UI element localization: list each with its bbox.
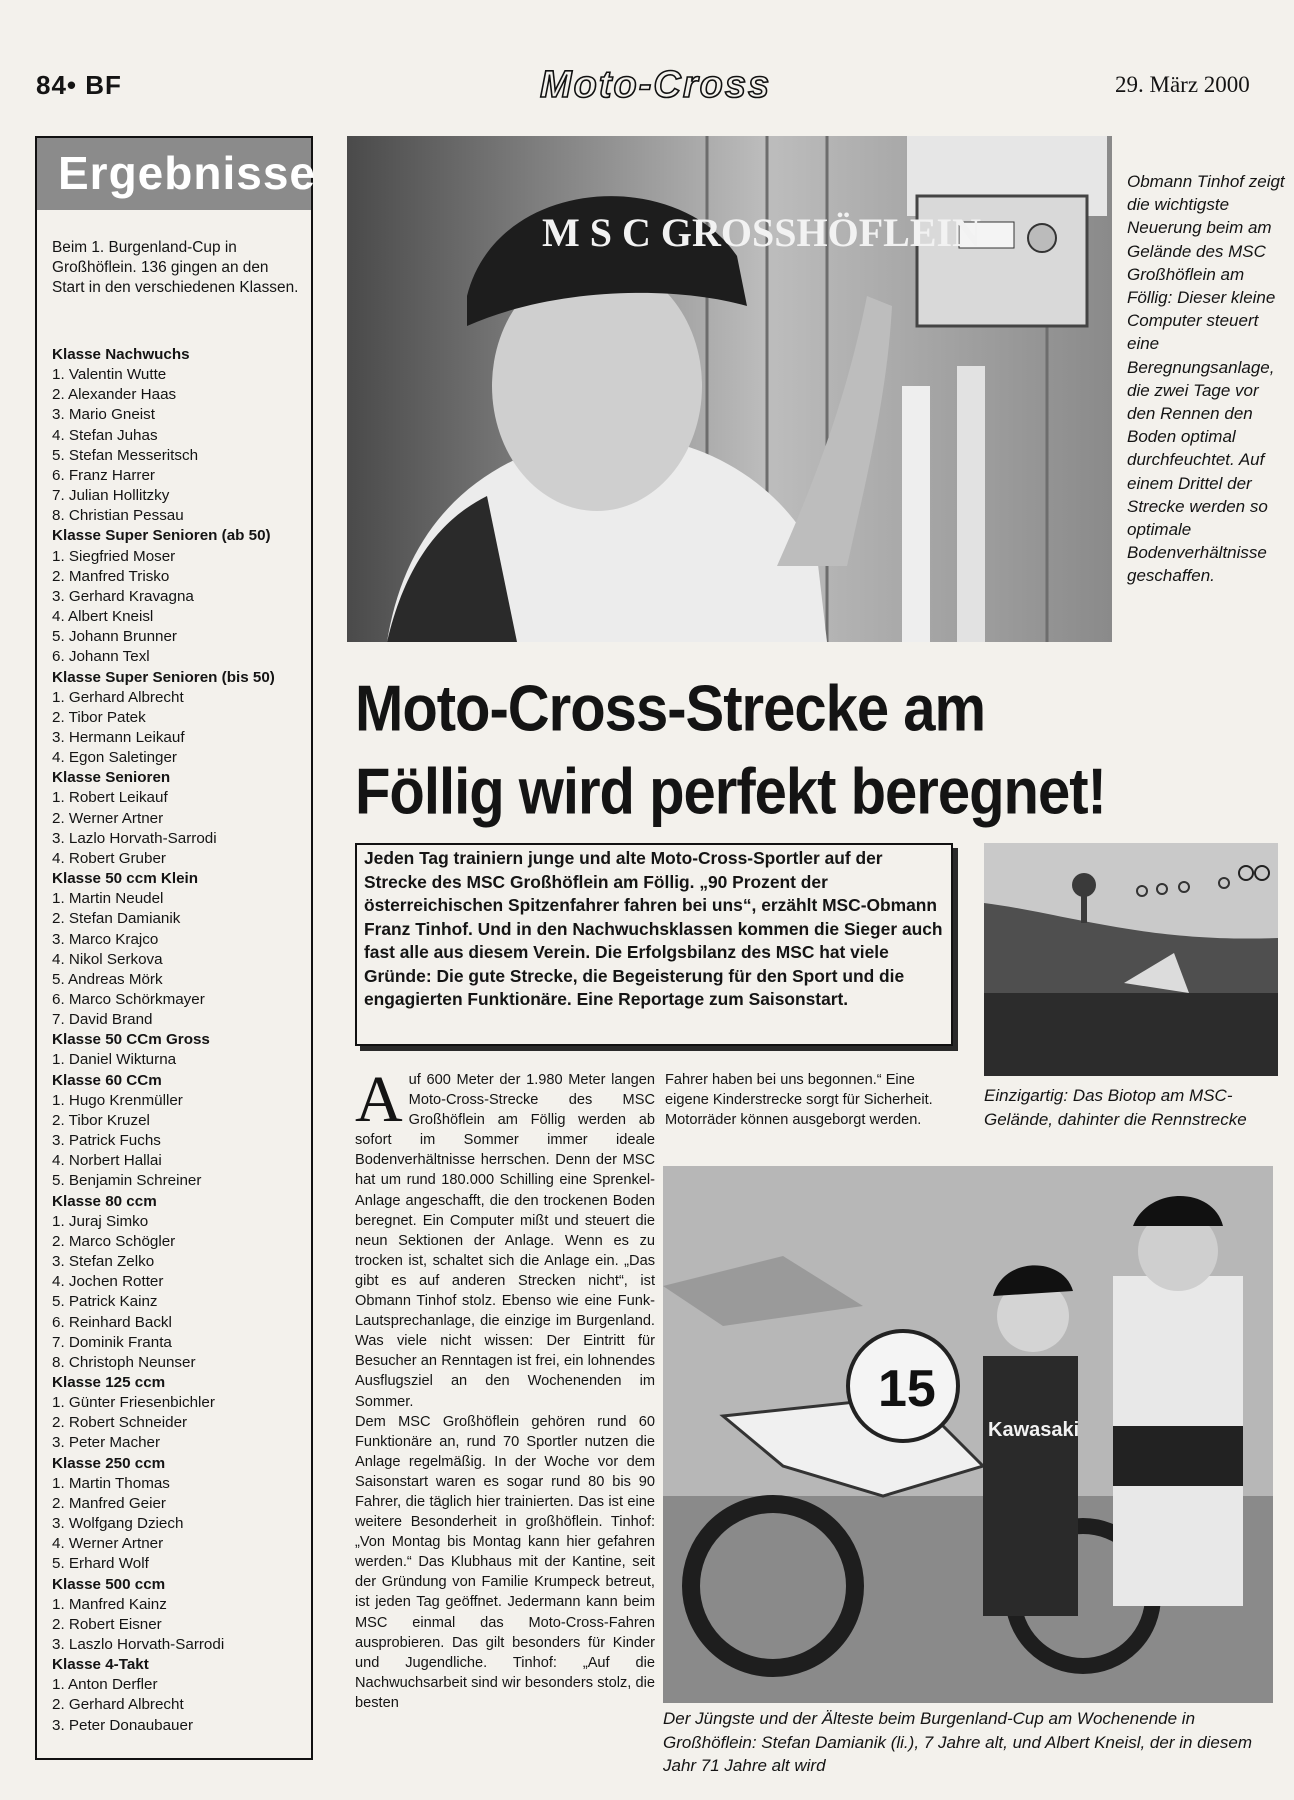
photo-biotop-caption: Einzigartig: Das Biotop am MSC-Gelände, dahinter die Rennstrecke <box>984 1086 1247 1129</box>
results-entry: 3. Peter Donaubauer <box>52 1716 194 1734</box>
results-entry: 2. Robert Schneider <box>52 1414 188 1432</box>
results-entry: 2. Werner Artner <box>52 809 164 827</box>
article-headline <box>355 668 1285 834</box>
results-entry: 1. Juraj Simko <box>52 1212 149 1230</box>
photo-riders <box>663 1166 1273 1703</box>
results-entry: 4. Jochen Rotter <box>52 1273 164 1291</box>
results-entry: 5. Erhard Wolf <box>52 1555 149 1573</box>
results-entry: 2. Marco Schögler <box>52 1232 176 1250</box>
photo-biotop <box>984 843 1278 1076</box>
results-entry: 6. Franz Harrer <box>52 466 155 484</box>
results-entry: 1. Anton Derfler <box>52 1676 158 1694</box>
results-entry: 1. Hugo Krenmüller <box>52 1091 183 1109</box>
results-entry: 6. Johann Texl <box>52 648 150 666</box>
body-paragraph-1: uf 600 Meter der 1.980 Meter langen Moto-Cross-Strecke des MSC Großhöflein am Föllig werden ab sofort im Sommer immer ideale Bodenverhältnisse herrschen. Denn der MSC hat um rund 180.000 Schilling eine Sprenkel-Anlage angeschafft, die den trockenen Boden beregnet. Ein Computer mißt und steuert die neun Sektionen der Anlage. Wenn es zu trocken ist, schaltet sich die Anlage ein. „Das gibt es auf anderen Strecken nicht“, ist Obmann Tinhof stolz. Ebenso wie eine Funk-Lautsprechanlage, die einzige im Burgenland. Was viele nicht wissen: Der Eintritt für Besucher an Renntagen ist frei, ein lohnendes Ausflugsziel an den Wochenenden im Sommer. <box>355 1072 655 1410</box>
results-entry: 3. Gerhard Kravagna <box>52 587 194 605</box>
results-entry: 4. Albert Kneisl <box>52 608 154 626</box>
cap-logo: M S C GROSSHÖFLEIN <box>542 210 981 255</box>
results-entry: 2. Stefan Damianik <box>52 910 181 928</box>
results-entry: 1. Günter Friesenbichler <box>52 1394 215 1412</box>
results-entry: 4. Egon Saletinger <box>52 749 177 767</box>
results-entry: 4. Nikol Serkova <box>52 950 163 968</box>
results-entry: 7. Dominik Franta <box>52 1333 172 1351</box>
results-entry: 2. Manfred Geier <box>52 1494 166 1512</box>
results-class-heading: Klasse 50 CCm Gross <box>52 1031 210 1049</box>
results-entry: 2. Tibor Patek <box>52 708 146 726</box>
results-entry: 3. Patrick Fuchs <box>52 1132 161 1150</box>
headline-line-2: Föllig wird perfekt beregnet! <box>355 755 1106 829</box>
results-class-heading: Klasse 80 ccm <box>52 1192 157 1210</box>
issue-date: 29. März 2000 <box>1115 72 1250 97</box>
results-entry: 4. Werner Artner <box>52 1535 164 1553</box>
results-entry: 1. Martin Neudel <box>52 890 164 908</box>
results-entry: 5. Patrick Kainz <box>52 1293 158 1311</box>
results-class-heading: Klasse Senioren <box>52 769 171 787</box>
results-entry: 3. Wolfgang Dziech <box>52 1515 184 1533</box>
article-body-column-1 <box>355 1063 655 1713</box>
section-title: Moto-Cross <box>540 64 772 106</box>
results-entry: 2. Alexander Haas <box>52 386 177 404</box>
lead-text: Jeden Tag trainiern junge und alte Moto-Cross-Sportler auf der Strecke des MSC Großhöflein am Föllig. „90 Prozent der österreichischen Spitzenfahrer fahren bei uns“, erzählt MSC-Obmann Franz Tinhof. Und in den Nachwuchsklassen kommen die Sieger auch fast alle aus diesem Verein. Die Erfolgsbilanz des MSC hat viele Gründe: Die gute Strecke, die Begeisterung für den Sport und die engagierten Funktionäre. Eine Reportage zum Saisonstart. <box>364 848 943 1009</box>
results-title: Ergebnisse <box>58 147 316 199</box>
results-entry: 3. Peter Macher <box>52 1434 161 1452</box>
results-entry: 1. Siegfried Moser <box>52 547 176 565</box>
results-entry: 3. Stefan Zelko <box>52 1253 155 1271</box>
results-class-heading: Klasse Super Senioren (ab 50) <box>52 527 271 545</box>
results-entry: 2. Robert Eisner <box>52 1615 162 1633</box>
results-entry: 2. Gerhard Albrecht <box>52 1696 184 1714</box>
results-class-heading: Klasse 500 ccm <box>52 1575 166 1593</box>
results-entry: 7. Julian Hollitzky <box>52 487 170 505</box>
results-entry: 5. Stefan Messeritsch <box>52 446 199 464</box>
results-class-heading: Klasse 250 ccm <box>52 1454 166 1472</box>
results-entry: 1. Manfred Kainz <box>52 1595 167 1613</box>
results-entry: 5. Andreas Mörk <box>52 970 163 988</box>
drop-cap: A <box>355 1063 403 1136</box>
results-entry: 5. Benjamin Schreiner <box>52 1172 202 1190</box>
results-list <box>52 345 302 1736</box>
results-entry: 2. Tibor Kruzel <box>52 1111 150 1129</box>
photo-riders-caption: Der Jüngste und der Älteste beim Burgenland-Cup am Wochenende in Großhöflein: Stefan Damianik (li.), 7 Jahre alt, und Albert Kneisl, der in diesem Jahr 71 Jahre alt wird <box>663 1709 1252 1775</box>
results-entry: 8. Christoph Neunser <box>52 1353 196 1371</box>
article-body-column-2: Fahrer haben bei uns begonnen.“ Eine eigene Kinderstrecke sorgt für Sicherheit. Motorräder können ausgeborgt werden. <box>665 1072 933 1129</box>
results-entry: 4. Robert Gruber <box>52 849 166 867</box>
results-class-heading: Klasse 125 ccm <box>52 1373 166 1391</box>
results-entry: 6. Reinhard Backl <box>52 1313 172 1331</box>
page-number: 84• BF <box>36 70 122 100</box>
results-class-heading: Klasse 4-Takt <box>52 1656 149 1674</box>
results-entry: 1. Robert Leikauf <box>52 789 168 807</box>
results-entry: 2. Manfred Trisko <box>52 567 170 585</box>
results-entry: 1. Valentin Wutte <box>52 366 167 384</box>
results-entry: 3. Mario Gneist <box>52 406 155 424</box>
results-entry: 3. Lazlo Horvath-Sarrodi <box>52 829 217 847</box>
bike-brand: Kawasaki <box>988 1419 1080 1441</box>
bike-number: 15 <box>878 1360 936 1418</box>
results-class-heading: Klasse 60 CCm <box>52 1071 162 1089</box>
results-entry: 5. Johann Brunner <box>52 628 177 646</box>
results-entry: 1. Martin Thomas <box>52 1474 170 1492</box>
headline-line-1: Moto-Cross-Strecke am <box>355 672 986 746</box>
results-class-heading: Klasse Super Senioren (bis 50) <box>52 668 275 686</box>
results-entry: 1. Gerhard Albrecht <box>52 688 184 706</box>
photo-obmann-caption: Obmann Tinhof zeigt die wichtigste Neuerung beim am Gelände des MSC Großhöflein am Föllig: Dieser kleine Computer steuert eine Beregnungsanlage, die zwei Tage vor den Rennen den Boden optimal durchfeuchtet. Auf einem Drittel der Strecke werden so optimale Bodenverhältnisse geschaffen. <box>1127 172 1285 586</box>
photo-obmann <box>347 136 1112 642</box>
results-entry: 4. Norbert Hallai <box>52 1152 162 1170</box>
results-entry: 3. Marco Krajco <box>52 930 159 948</box>
results-entry: 7. David Brand <box>52 1011 153 1029</box>
results-intro: Beim 1. Burgenland-Cup in Großhöflein. 136 gingen an den Start in den verschiedenen Klassen. <box>52 239 299 296</box>
results-entry: 3. Hermann Leikauf <box>52 728 185 746</box>
results-entry: 8. Christian Pessau <box>52 507 184 525</box>
body-paragraph-2: Dem MSC Großhöflein gehören rund 60 Funktionäre an, rund 70 Sportler nutzen die Anlage regelmäßig. In der Woche vor dem Saisonstart waren es sogar rund 80 bis 90 Fahrer, die täglich hier trainierten. Das ist eine weitere Besonderheit in großhöflein. Tinhof: „Von Montag bis Montag kann hier gefahren werden.“ Das Klubhaus mit der Kantine, seit der Gründung von Familie Krumpeck betreut, ist jeden Tag geöffnet. Jedermann kann beim MSC einmal das Moto-Cross-Fahren ausprobieren. Das gilt besonders für Kinder und Jugendliche. Tinhof: „Auf die Nachwuchsarbeit sind wir besonders stolz, die besten <box>355 1413 655 1711</box>
results-entry: 6. Marco Schörkmayer <box>52 991 205 1008</box>
results-entry: 4. Stefan Juhas <box>52 426 158 444</box>
results-class-heading: Klasse 50 ccm Klein <box>52 870 199 888</box>
results-entry: 1. Daniel Wikturna <box>52 1051 177 1069</box>
results-entry: 3. Laszlo Horvath-Sarrodi <box>52 1636 225 1653</box>
results-class-heading: Klasse Nachwuchs <box>52 346 190 363</box>
